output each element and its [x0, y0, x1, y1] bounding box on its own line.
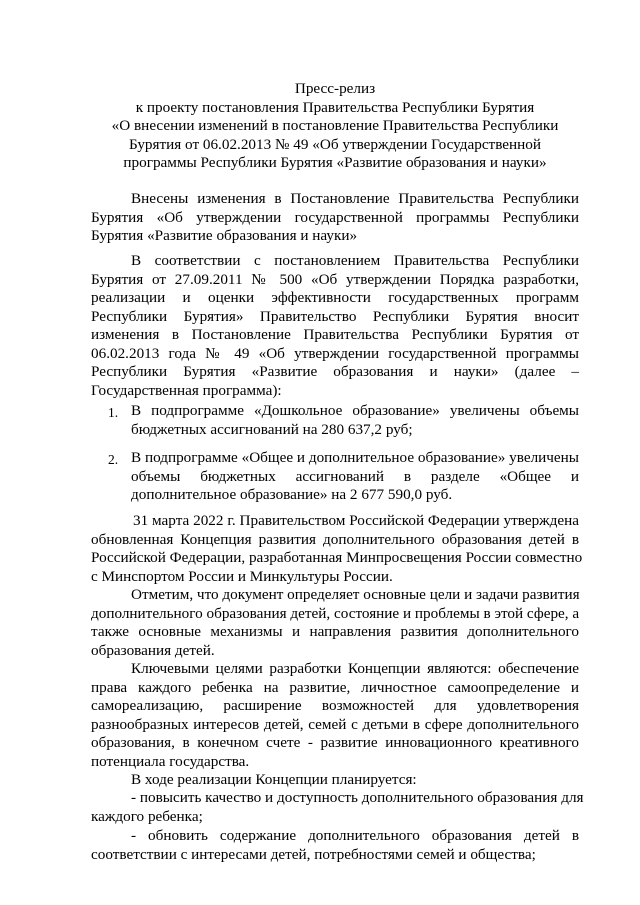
title-line: к проекту постановления Правительства Республики Бурятия: [135, 98, 535, 116]
paragraph-line: В ходе реализации Концепции планируется:: [131, 771, 417, 788]
list-item-text: [131, 402, 579, 439]
paragraph-planned: [91, 771, 579, 790]
title-line: «О внесении изменений в постановление Правительства Республики: [111, 117, 559, 134]
paragraph-line: также основные механизмы и направления развития дополнительного: [91, 623, 579, 640]
title-line: Бурятия от 06.02.2013 № 49 «Об утверждении Государственной: [128, 135, 541, 153]
paragraph-line: самореализацию, расширение возможностей для удовлетворения: [91, 697, 579, 714]
paragraph-line: - обновить содержание дополнительного образования детей в: [131, 827, 579, 844]
list-number: 1.: [108, 405, 119, 420]
paragraph-line: права каждого ребенка на развитие, личностное самоопределение и: [91, 678, 579, 696]
paragraph-line: разнообразных интересов детей, семей с детьми в сфере дополнительного: [91, 715, 579, 733]
paragraph-bullet-quality: [91, 789, 584, 826]
list-item-text: [131, 449, 579, 505]
paragraph-line: Государственная программа):: [91, 381, 282, 399]
list-line: дополнительное образование» на 2 677 590,0 руб.: [131, 486, 453, 503]
paragraph-line: Ключевыми целями разработки Концепции являются: обеспечение: [131, 660, 579, 677]
paragraph-line: образования, в конечном счете - развитие инновационного креативного: [91, 734, 579, 751]
paragraph-concept-approved: [91, 512, 583, 586]
paragraph-line: Бурятия «Об утверждении государственной программы Республики: [91, 208, 579, 226]
paragraph-line: Республики Бурятия «Развитие образования и науки» (далее –: [91, 363, 579, 380]
title-line: программы Республики Бурятия «Развитие образования и науки»: [123, 154, 547, 171]
list-line: бюджетных ассигнований на 280 637,2 руб;: [131, 420, 413, 438]
paragraph-line: Республики Бурятия» Правительство Республики Бурятия вносит: [91, 307, 579, 325]
paragraph-line: - повысить качество и доступность дополнительного образования для: [131, 789, 584, 806]
paragraph-line: каждого ребенка;: [91, 807, 203, 825]
list-line: В подпрограмме «Дошкольное образование» увеличены объемы: [131, 402, 579, 419]
paragraph-line: изменения в Постановление Правительства Республики Бурятия от: [91, 326, 579, 343]
paragraph-line: потенциала государства.: [91, 752, 250, 770]
paragraph-line: соответствии с интересами детей, потребностями семей и общества;: [91, 845, 536, 863]
list-line: В подпрограмме «Общее и дополнительное образование» увеличены: [131, 449, 579, 466]
list-number: 2.: [108, 452, 119, 467]
title-line: Пресс-релиз: [294, 80, 376, 97]
paragraph-line: 06.02.2013 года № 49 «Об утверждении государственной программы: [91, 344, 579, 362]
paragraph-legal-basis: [91, 252, 579, 400]
paragraph-line: Отметим, что документ определяет основные цели и задачи развития: [131, 586, 580, 603]
paragraph-line: обновленная Концепция развития дополнительного образования детей в: [91, 530, 579, 548]
paragraph-line: реализации и оценки эффективности государственных программ: [91, 289, 579, 306]
paragraph-line: Бурятия от 27.09.2011 № 500 «Об утверждении Порядка разработки,: [91, 270, 579, 288]
list-line: объемы бюджетных ассигнований в разделе «Общее и: [131, 467, 579, 485]
paragraph-line: Российской Федерации, разработанная Минпросвещения России совместно: [91, 549, 583, 566]
paragraph-line: образования детей.: [91, 641, 215, 659]
paragraph-line: Внесены изменения в Постановление Правительства Республики: [131, 190, 579, 207]
paragraph-changes-made: [91, 190, 579, 246]
paragraph-line: 31 марта 2022 г. Правительством Российской Федерации утверждена: [133, 512, 579, 529]
paragraph-key-goals: [91, 660, 579, 771]
press-release-title: [90, 80, 580, 173]
paragraph-document-defines: [91, 586, 579, 660]
paragraph-line: В соответствии с постановлением Правительства Республики: [131, 252, 579, 269]
paragraph-line: дополнительного образования детей, состояние и проблемы в этой сфере, а: [91, 604, 580, 622]
paragraph-bullet-content: [91, 827, 579, 864]
paragraph-line: Бурятия «Развитие образования и науки»: [91, 227, 358, 244]
paragraph-line: с Минспортом России и Минкультуры России.: [91, 567, 393, 585]
